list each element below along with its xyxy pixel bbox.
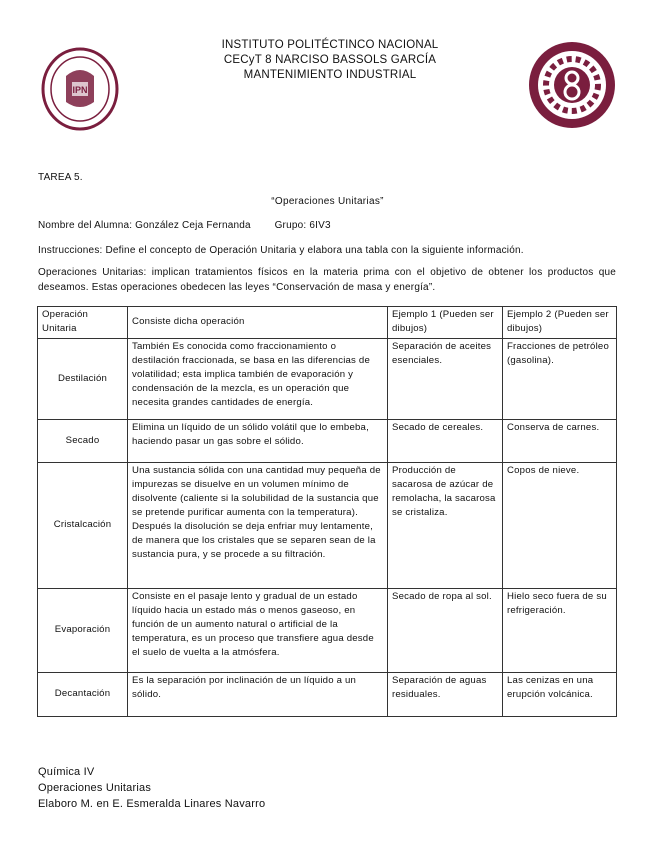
footer bbox=[38, 764, 265, 812]
operations-table bbox=[37, 306, 617, 717]
header-line-3: MANTENIMIENTO INDUSTRIAL bbox=[243, 69, 417, 81]
student-name-line: Nombre del Alumna: González Ceja Fernanda Grupo: 6IV3 bbox=[38, 220, 331, 231]
header-line-1: INSTITUTO POLITÉCTINCO NACIONAL bbox=[221, 39, 439, 51]
table-row bbox=[38, 673, 617, 717]
example-1: Producción de sacarosa de azúcar de remolacha, la sacarosa se cristaliza. bbox=[388, 463, 503, 589]
example-1: Separación de aguas residuales. bbox=[388, 673, 503, 717]
header-cell: Operación Unitaria bbox=[38, 307, 128, 339]
operation-name: Decantación bbox=[38, 673, 128, 717]
operation-description: Elimina un líquido de un sólido volátil que lo embeba, haciendo pasar un gas sobre el sólido. bbox=[128, 420, 388, 463]
operation-name: Destilación bbox=[38, 339, 128, 420]
example-1: Separación de aceites esenciales. bbox=[388, 339, 503, 420]
footer-line-1: Química IV bbox=[38, 766, 95, 778]
institution-header bbox=[160, 38, 500, 83]
operation-description: También Es conocida como fraccionamiento o destilación fraccionada, se basa en las diferencias de volatilidad; esta implica también de evaporación y condensación de la mezcla, es un operación que necesita grandes cantidades de energía. bbox=[128, 339, 388, 420]
cecyt-logo-icon bbox=[527, 40, 617, 130]
table-row bbox=[38, 420, 617, 463]
footer-line-3: Elaboro M. en E. Esmeralda Linares Navarro bbox=[38, 798, 266, 810]
example-2: Las cenizas en una erupción volcánica. bbox=[503, 673, 617, 717]
ipn-logo-text: IPN bbox=[72, 85, 88, 95]
task-label: TAREA 5. bbox=[38, 172, 83, 183]
example-2: Copos de nieve. bbox=[503, 463, 617, 589]
example-2: Conserva de carnes. bbox=[503, 420, 617, 463]
document-title: “Operaciones Unitarias” bbox=[271, 196, 384, 207]
example-2: Hielo seco fuera de su refrigeración. bbox=[503, 589, 617, 673]
table-header-row bbox=[38, 307, 617, 339]
operation-description: Consiste en el pasaje lento y gradual de un estado líquido hacia un estado más o menos gaseoso, en función de un aumento natural o artificial de la temperatura, es un proceso que transfiere agua desde el suelo de vuelta a la atmósfera. bbox=[128, 589, 388, 673]
operation-name: Secado bbox=[38, 420, 128, 463]
header-line-2: CECyT 8 NARCISO BASSOLS GARCÍA bbox=[223, 54, 437, 66]
operation-description: Es la separación por inclinación de un líquido a un sólido. bbox=[128, 673, 388, 717]
footer-line-2: Operaciones Unitarias bbox=[38, 782, 152, 794]
ipn-logo-icon bbox=[40, 46, 120, 132]
intro-paragraph: Operaciones Unitarias: implican tratamientos físicos en la materia prima con el objetivo de obtener los productos que deseamos. Estas operaciones obedecen las leyes “Conservación de masa y energía”. bbox=[38, 267, 616, 293]
example-2: Fracciones de petróleo (gasolina). bbox=[503, 339, 617, 420]
example-1: Secado de ropa al sol. bbox=[388, 589, 503, 673]
table-row bbox=[38, 463, 617, 589]
header-cell: Consiste dicha operación bbox=[128, 307, 388, 339]
example-1: Secado de cereales. bbox=[388, 420, 503, 463]
operation-name: Cristalcación bbox=[38, 463, 128, 589]
table-row bbox=[38, 589, 617, 673]
header-cell: Ejemplo 1 (Pueden ser dibujos) bbox=[388, 307, 503, 339]
instructions: Instrucciones: Define el concepto de Operación Unitaria y elabora una tabla con la siguiente información. bbox=[38, 245, 524, 256]
header-cell: Ejemplo 2 (Pueden ser dibujos) bbox=[503, 307, 617, 339]
table-row bbox=[38, 339, 617, 420]
operation-description: Una sustancia sólida con una cantidad muy pequeña de impurezas se disuelve en un volumen mínimo de disolvente (caliente si la solubilidad de la sustancia que se pretende purificar aumenta con la temperatura). Después la disolución se deja enfriar muy lentamente, de manera que los cristales que se separen sean de la sustancia pura, y se procede a su filtración. bbox=[128, 463, 388, 589]
operation-name: Evaporación bbox=[38, 589, 128, 673]
